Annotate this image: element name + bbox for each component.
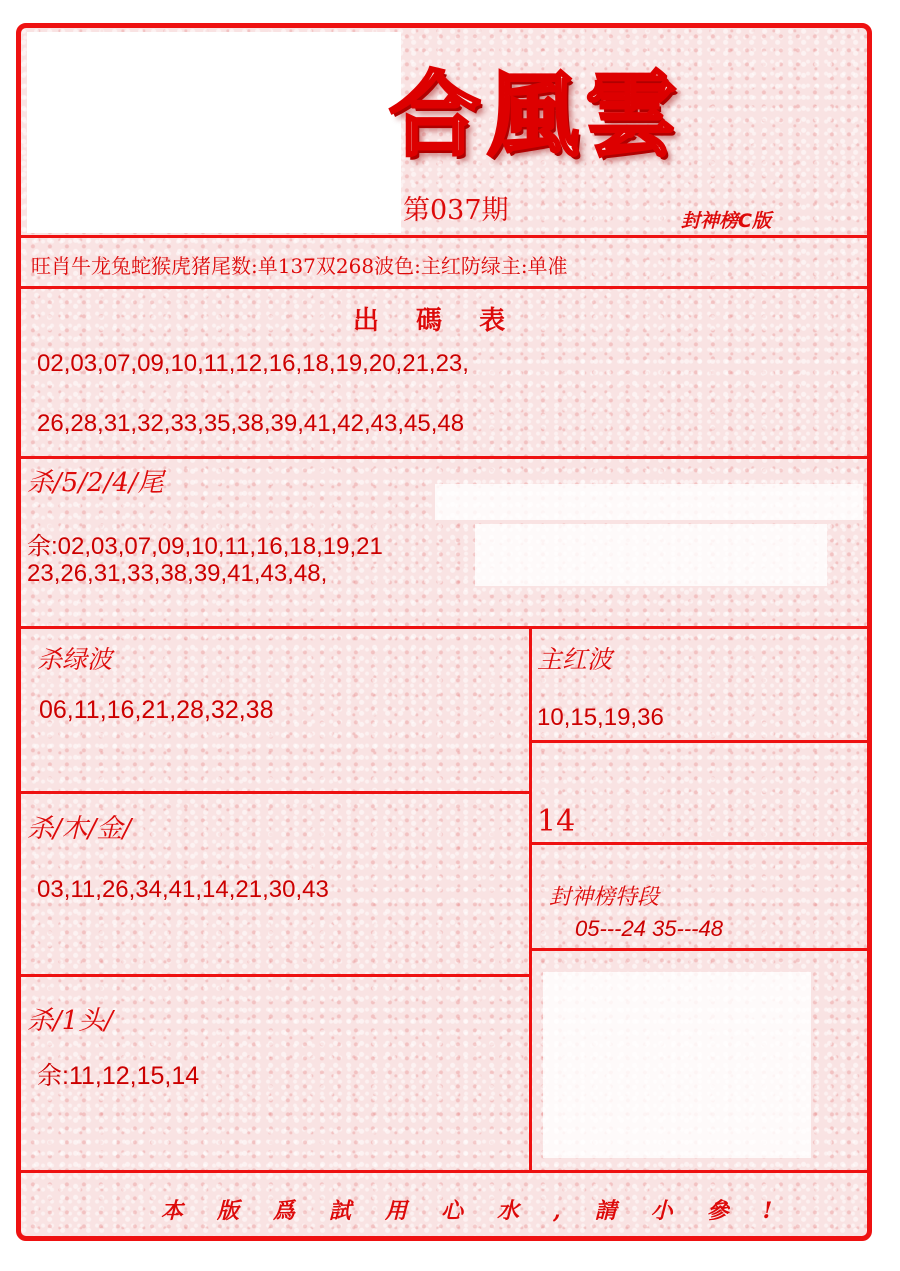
table-title: 出 碼 表: [353, 306, 520, 336]
kill-tail-remaining-2: 23,26,31,33,38,39,41,43,48,: [27, 560, 328, 587]
divider-tail: [21, 626, 867, 629]
special-segment-value: 05---24 35---48: [575, 916, 723, 941]
info-line: 旺肖牛龙兔蛇猴虎猪尾数:单137双268波色:主红防绿主:单准: [31, 254, 568, 278]
blank-area: [543, 972, 811, 1158]
kill-element-numbers: 03,11,26,34,41,14,21,30,43: [37, 876, 329, 903]
kill-element-heading: 杀/木/金/: [27, 814, 132, 844]
blank-logo-area: [27, 32, 401, 233]
kill-head-numbers: 余:11,12,15,14: [37, 1062, 200, 1090]
divider-right-2: [529, 842, 867, 845]
table-row-1: 02,03,07,09,10,11,12,16,18,19,20,21,23,: [37, 350, 469, 377]
divider-table: [21, 456, 867, 459]
issue-number: 第037期: [403, 195, 509, 226]
kill-tail-remaining-1: 余:02,03,07,09,10,11,16,18,19,21: [27, 533, 383, 560]
divider-left-1: [21, 791, 529, 794]
divider-header: [21, 235, 867, 238]
single-number: 14: [537, 804, 576, 839]
kill-green-numbers: 06,11,16,21,28,32,38: [39, 696, 274, 724]
kill-green-heading: 杀绿波: [37, 645, 113, 674]
divider-footer: [21, 1170, 867, 1173]
header-title: 合風雲: [389, 61, 684, 169]
blank-area: [435, 484, 863, 520]
edition-label: 封神榜C版: [681, 210, 771, 232]
column-divider: [529, 626, 532, 1172]
table-row-2: 26,28,31,32,33,35,38,39,41,42,43,45,48: [37, 410, 465, 437]
lottery-sheet: [16, 23, 872, 1241]
main-red-numbers: 10,15,19,36: [537, 704, 664, 731]
divider-info: [21, 286, 867, 289]
main-red-heading: 主红波: [537, 645, 613, 674]
footer-note: 本版爲試用心水,請小參!: [161, 1198, 807, 1224]
divider-left-2: [21, 974, 529, 977]
divider-right-1: [529, 740, 867, 743]
special-segment-heading: 封神榜特段: [549, 885, 660, 910]
kill-tail-heading: 杀/5/2/4/尾: [27, 468, 164, 498]
kill-head-heading: 杀/1头/: [27, 1006, 114, 1036]
divider-right-3: [529, 948, 867, 951]
blank-area: [475, 524, 827, 586]
